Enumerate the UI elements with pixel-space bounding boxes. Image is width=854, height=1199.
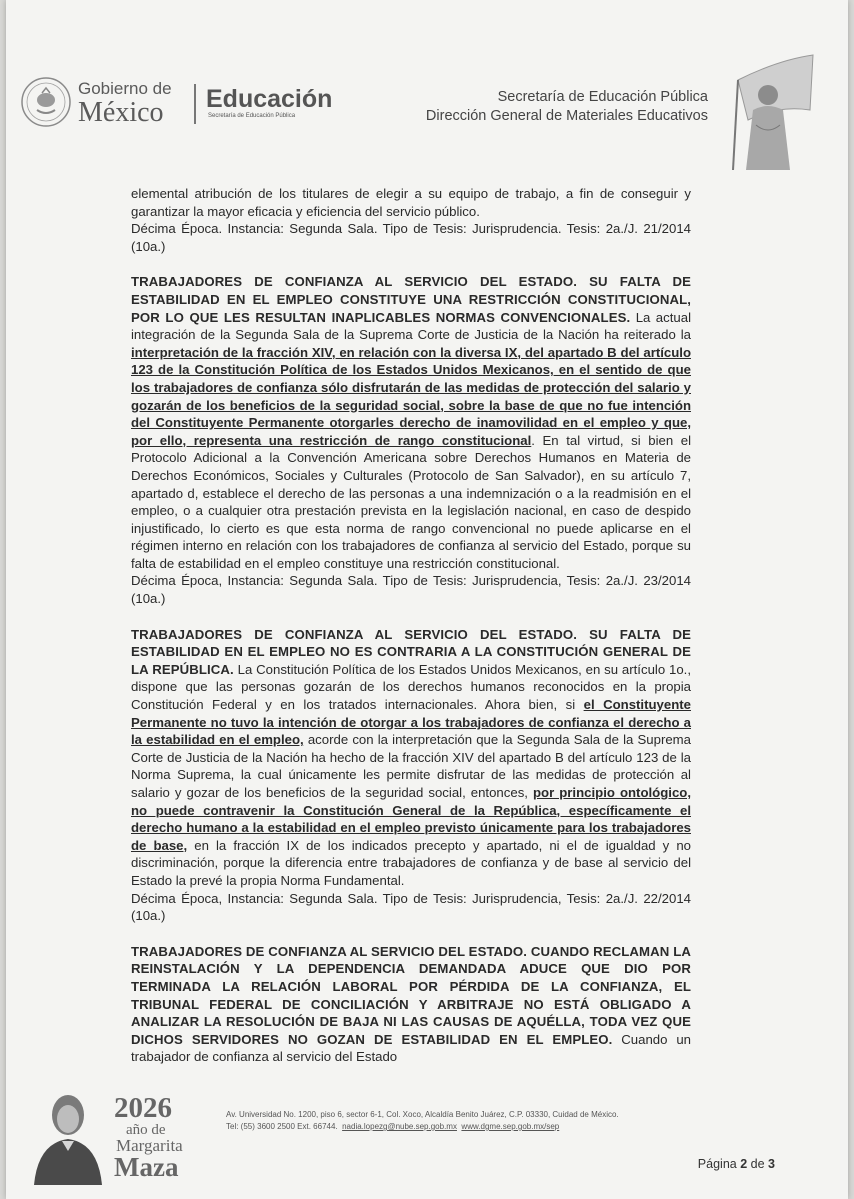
email-link[interactable]: nadia.lopezg@nube.sep.gob.mx xyxy=(342,1122,457,1131)
logo-divider xyxy=(194,84,196,124)
footer-address xyxy=(226,1109,619,1133)
page-prefix: Página xyxy=(697,1157,737,1171)
direccion-label: Dirección General de Materiales Educativos xyxy=(425,108,708,124)
year-maza: Maza xyxy=(114,1152,179,1182)
block3-paragraph xyxy=(131,943,691,1066)
address-line: Av. Universidad No. 1200, piso 6, sector 6-1, Col. Xoco, Alcaldía Benito Juárez, C.P. 03330, Cuidad de México. xyxy=(226,1110,619,1119)
block2-text2: acorde con la interpretación que la Segunda Sala de la Suprema Corte de Justicia de la Nación ha hecho de la fracción XIV del apartado B del artículo 123 de la Norma Suprema, la cual únicamente les permite disfrutar de las medidas de protección al salario y gozar de los beneficios de la seguridad social, entonces, xyxy=(131,732,691,800)
website-link[interactable]: www.dgme.sep.gob.mx/sep xyxy=(461,1122,560,1131)
phone: Tel: (55) 3600 2500 Ext. 66744. xyxy=(226,1122,338,1131)
year-number: 2026 xyxy=(114,1092,172,1124)
header-institution xyxy=(426,88,708,126)
document-page xyxy=(6,0,848,1199)
document-body xyxy=(131,185,691,1084)
block2-text1: La Constitución Política de los Estados Unidos Mexicanos, en su artículo 1o., dispone que las personas gozarán de los derechos humanos reconocidos en la propia Constitución Federal y en los tratados internacionales. Ahora bien, si xyxy=(131,661,691,713)
block3-text1: Cuando un trabajador de confianza al servicio del Estado xyxy=(131,1031,691,1065)
gobierno-line2: México xyxy=(78,97,164,128)
block1-underlined: interpretación de la fracción XIV, en relación con la diversa IX, del apartado B del artículo 123 de la Constitución Política de los Estados Unidos Mexicanos, en el sentido de que los trabajadores de confianza sólo disfrutarán de las medidas de protección del salario y gozarán de los beneficios de la seguridad social, sobre la base de que no fue intención del Constituyente Permanente otorgarles derecho de inamovilidad en el empleo y que, por ello, representa una restricción de rango constitucional xyxy=(131,344,691,448)
page-total: 3 xyxy=(768,1157,775,1171)
block2-text3: en la fracción IX de los indicados precepto y apartado, ni el de igualdad y no discriminación, porque la diferencia entre trabajadores de confianza y de base al servicio del Estado la prevé la propia Norma Fundamental. xyxy=(131,837,691,888)
page-current: 2 xyxy=(740,1157,748,1171)
block0-text: elemental atribución de los titulares de elegir a su equipo de trabajo, a fin de conseguir y garantizar la mayor eficacia y eficiencia del servicio público. xyxy=(131,186,691,219)
block2-underlined2: por principio ontológico, no puede contravenir la Constitución General de la República, específicamente el derecho humano a la estabilidad en el empleo previsto únicamente para los trabajadores de base, xyxy=(131,785,691,853)
block1-text1: La actual integración de la Segunda Sala de la Suprema Corte de Justicia de la Nación ha reiterado la xyxy=(131,309,691,343)
educacion-subtitle: Secretaría de Educación Pública xyxy=(208,113,296,119)
block3-title: TRABAJADORES DE CONFIANZA AL SERVICIO DEL ESTADO. CUANDO RECLAMAN LA REINSTALACIÓN Y LA DEPENDENCIA DEMANDADA ADUCE QUE DIO POR TERMINADA LA RELACIÓN LABORAL POR PÉRDIDA DE LA CONFIANZA, EL TRIBUNAL FEDERAL DE CONCILIACIÓN Y ARBITRAJE NO ESTÁ OBLIGADO A ANALIZAR LA RESOLUCIÓN DE BAJA NI LAS CAUSAS DE AQUÉLLA, TODA VEZ QUE DICHOS SERVIDORES NO GOZAN DE ESTABILIDAD EN EL EMPLEO. xyxy=(131,943,691,1047)
year-ano-de: año de xyxy=(126,1122,166,1138)
margarita-maza-portrait-icon xyxy=(24,1085,112,1185)
block-3 xyxy=(131,943,691,1066)
block1-citation: Décima Época, Instancia: Segunda Sala. Tipo de Tesis: Jurisprudencia, Tesis: 2a./J. 23/2014 (10a.) xyxy=(131,573,691,607)
secretaria-label: Secretaría de Educación Pública xyxy=(497,89,708,105)
gobierno-de-mexico-logo xyxy=(78,80,172,128)
block2-title: TRABAJADORES DE CONFIANZA AL SERVICIO DEL ESTADO. SU FALTA DE ESTABILIDAD EN EL EMPLEO NO ES CONTRARIA A LA CONSTITUCIÓN GENERAL DE LA REPÚBLICA. xyxy=(131,626,691,677)
heroine-flag-illustration-icon xyxy=(718,50,818,175)
page-number xyxy=(698,1157,775,1171)
educacion-title: Educación xyxy=(206,85,333,113)
block2-paragraph xyxy=(131,626,691,890)
block0-citation: Décima Época. Instancia: Segunda Sala. Tipo de Tesis: Jurisprudencia. Tesis: 2a./J. 21/2014 (10a.) xyxy=(131,221,691,254)
block2-citation: Décima Época, Instancia: Segunda Sala. Tipo de Tesis: Jurisprudencia, Tesis: 2a./J. 22/2014 (10a.) xyxy=(131,890,691,924)
gobierno-line1: Gobierno de xyxy=(78,79,172,98)
year-margarita: Margarita xyxy=(116,1136,183,1155)
block-1 xyxy=(131,273,691,607)
block-2 xyxy=(131,626,691,925)
contact-line xyxy=(226,1121,619,1133)
educacion-logo xyxy=(206,86,332,120)
year-badge xyxy=(114,1093,183,1180)
coat-of-arms-seal-icon xyxy=(20,76,72,128)
block1-paragraph xyxy=(131,273,691,572)
block1-title: TRABAJADORES DE CONFIANZA AL SERVICIO DEL ESTADO. SU FALTA DE ESTABILIDAD EN EL EMPLEO CONSTITUYE UNA RESTRICCIÓN CONSTITUCIONAL, POR LO QUE LES RESULTAN INAPLICABLES NORMAS CONVENCIONALES. xyxy=(131,274,691,325)
block-0 xyxy=(131,185,691,255)
block1-text2: . En tal virtud, si bien el Protocolo Adicional a la Convención Americana sobre Derechos Humanos en Materia de Derechos Económicos, Sociales y Culturales (Protocolo de San Salvador), en su artículo 7, apartado d, establece el derecho de las personas a una indemnización o a la readmisión en el empleo, o a cualquier otra prestación prevista en la legislación nacional, en caso de despido injustificado, lo cierto es que esta norma de rango convencional no puede aplicarse en el régimen interno en relación con los trabajadores de confianza al servicio del Estado, porque su falta de estabilidad en el empleo constituye una restricción constitucional. xyxy=(131,432,691,571)
page-of: de xyxy=(750,1157,765,1171)
block2-underlined1: el Constituyente Permanente no tuvo la intención de otorgar a los trabajadores de confianza el derecho a la estabilidad en el empleo, xyxy=(131,697,691,748)
